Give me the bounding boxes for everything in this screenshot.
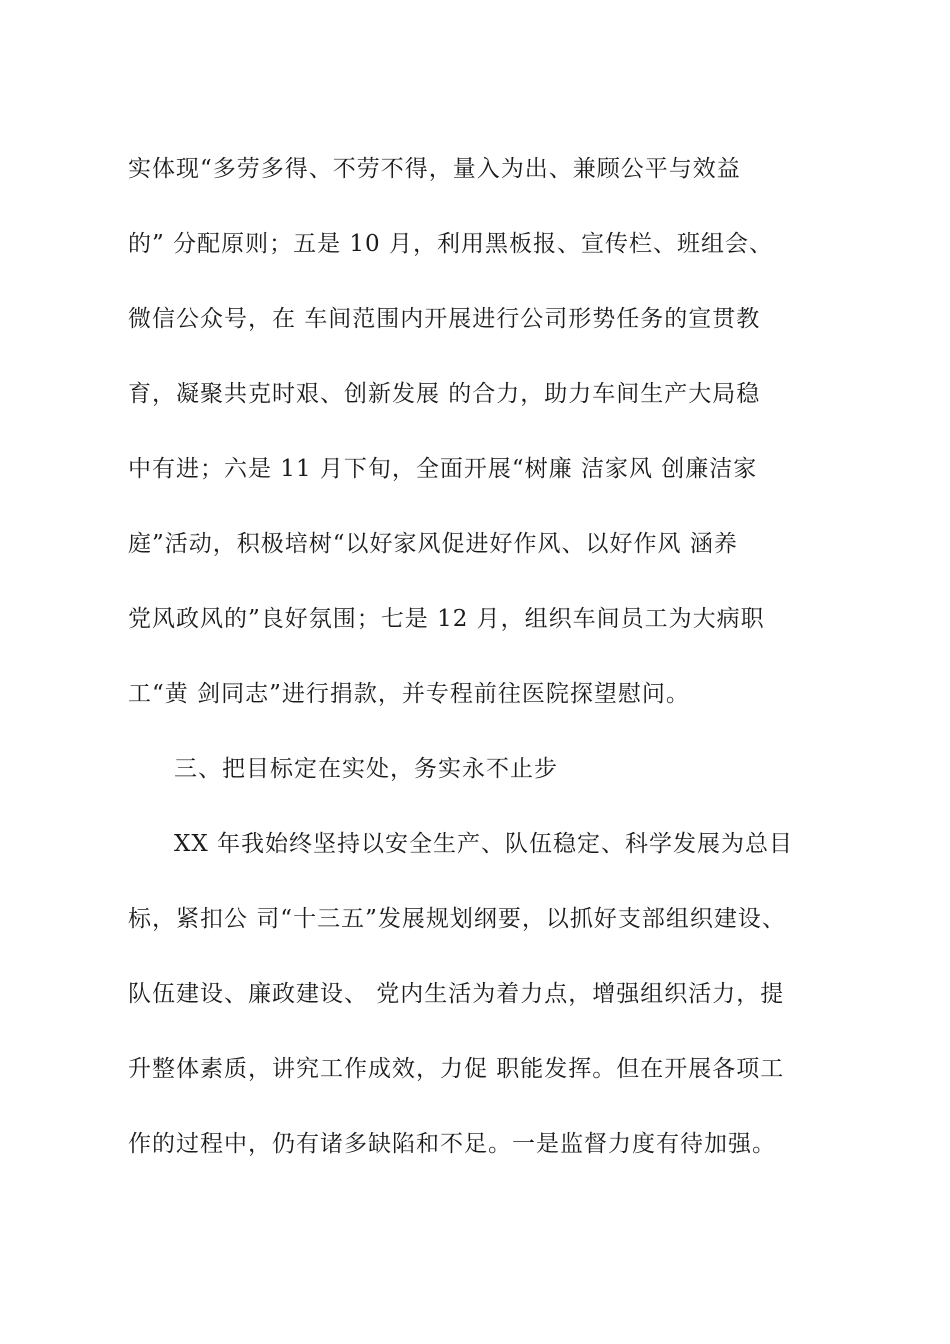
paragraph-line: 实体现“多劳多得、不劳不得，量入为出、兼顾公平与效益 [128,156,741,182]
paragraph-line: 微信公众号，在 车间范围内开展进行公司形势任务的宣贯教 [128,306,761,332]
paragraph-line: 的” 分配原则；五是 10 月，利用黑板报、宣传栏、班组会、 [128,231,773,257]
paragraph-line: 标，紧扣公 司“十三五”发展规划纲要，以抓好支部组织建设、 [128,906,786,932]
paragraph-line: 中有进；六是 11 月下旬，全面开展“树廉 洁家风 创廉洁家 [128,456,758,482]
section-heading: 三、把目标定在实处，务实永不止步 [174,756,558,782]
paragraph-line: XX 年我始终坚持以安全生产、队伍稳定、科学发展为总目 [174,831,794,857]
paragraph-line: 工“黄 剑同志”进行捐款，并专程前往医院探望慰问。 [128,681,690,707]
paragraph-line: 升整体素质，讲究工作成效，力促 职能发挥。但在开展各项工 [128,1056,785,1082]
paragraph-line: 队伍建设、廉政建设、 党内生活为着力点，增强组织活力，提 [128,981,785,1007]
paragraph-line: 党风政风的”良好氛围；七是 12 月，组织车间员工为大病职 [128,606,765,632]
paragraph-line: 作的过程中，仍有诸多缺陷和不足。一是监督力度有待加强。 [128,1131,776,1157]
paragraph-line: 育，凝聚共克时艰、创新发展 的合力，助力车间生产大局稳 [128,381,761,407]
paragraph-line: 庭”活动，积极培树“以好家风促进好作风、以好作风 涵养 [128,531,738,557]
